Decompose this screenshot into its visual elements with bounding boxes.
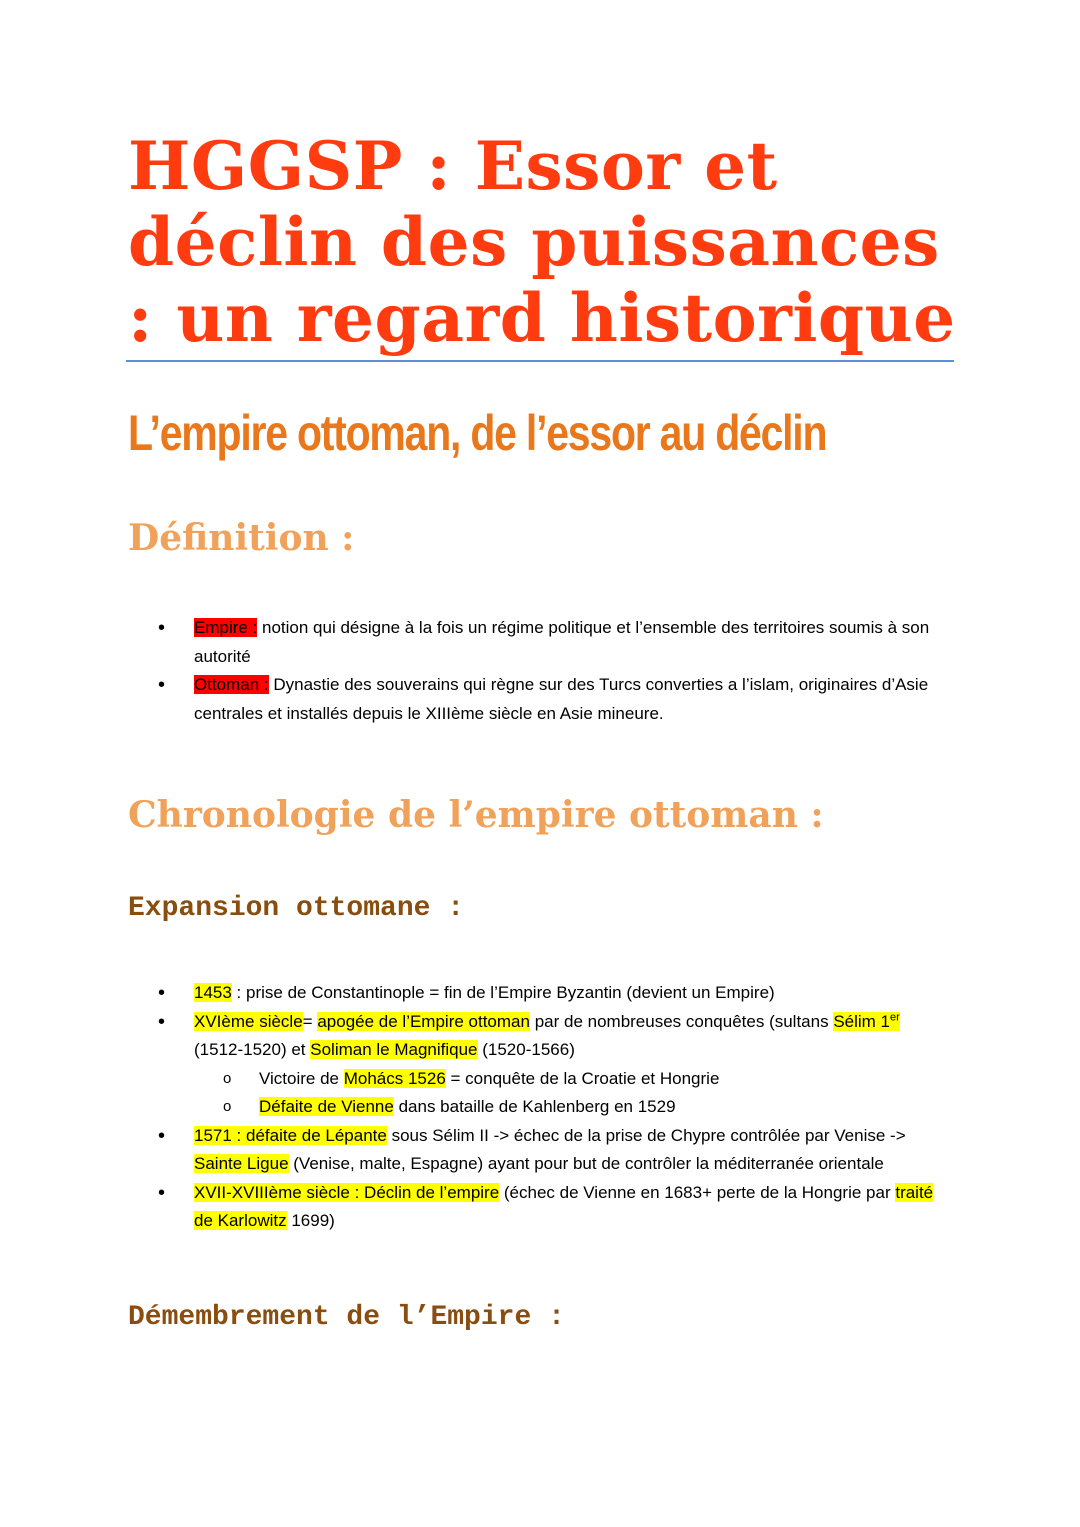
term-empire: Empire : bbox=[194, 618, 258, 637]
item-text: = bbox=[302, 1011, 318, 1031]
sub-list-item bbox=[194, 1093, 948, 1122]
highlight: Soliman le Magnifique bbox=[310, 1040, 478, 1059]
item-text: (1520-1566) bbox=[477, 1040, 575, 1059]
item-text: (Venise, malte, Espagne) ayant pour but de contrôler la méditerranée orientale bbox=[288, 1154, 884, 1173]
bullet-icon: • bbox=[158, 982, 166, 1004]
definition-heading: Définition : bbox=[128, 517, 355, 559]
highlight: traité de Karlowitz bbox=[194, 1182, 934, 1230]
title-underline bbox=[126, 360, 954, 362]
chronologie-heading: Chronologie de l’empire ottoman : bbox=[128, 794, 824, 836]
expansion-heading: Expansion ottomane : bbox=[128, 893, 465, 924]
bullet-icon: • bbox=[158, 1010, 166, 1033]
circle-bullet-icon: o bbox=[223, 1098, 232, 1115]
section-title: L’empire ottoman, de l’essor au déclin bbox=[128, 405, 827, 461]
list-item bbox=[128, 1122, 948, 1179]
highlight-text: Sélim 1 bbox=[833, 1011, 890, 1031]
highlight: 1571 : défaite de Lépante bbox=[194, 1125, 387, 1145]
highlight: 1453 bbox=[194, 983, 232, 1002]
bullet-icon: • bbox=[158, 1124, 166, 1147]
definition-list bbox=[128, 614, 948, 728]
list-item bbox=[128, 1008, 948, 1122]
definition-text: notion qui désigne à la fois un régime politique et l’ensemble des territoires soumis à son autorité bbox=[194, 618, 930, 666]
item-text: dans bataille de Kahlenberg en 1529 bbox=[393, 1097, 676, 1116]
term-ottoman: Ottoman : bbox=[194, 675, 269, 694]
item-text: sous Sélim II -> échec de la prise de Chypre contrôlée par Venise -> bbox=[386, 1125, 906, 1145]
circle-bullet-icon: o bbox=[223, 1069, 232, 1087]
list-item bbox=[128, 979, 948, 1008]
item-text: par de nombreuses conquêtes (sultans bbox=[529, 1011, 834, 1031]
bullet-icon: • bbox=[158, 674, 166, 696]
item-text: = conquête de la Croatie et Hongrie bbox=[445, 1068, 720, 1088]
definition-text: Dynastie des souverains qui règne sur des Turcs converties a l’islam, originaires d’Asie centrales et installés depuis le XIIIème siècle en Asie mineure. bbox=[194, 675, 929, 723]
demembrement-heading: Démembrement de l’Empire : bbox=[128, 1302, 565, 1333]
sub-list bbox=[194, 1065, 948, 1122]
list-item bbox=[128, 671, 948, 728]
item-text: : prise de Constantinople = fin de l’Empire Byzantin (devient un Empire) bbox=[231, 983, 775, 1002]
highlight: XVIème siècle bbox=[194, 1011, 303, 1031]
expansion-list bbox=[128, 979, 948, 1236]
highlight bbox=[833, 1012, 899, 1031]
item-text: Victoire de bbox=[259, 1068, 344, 1088]
bullet-icon: • bbox=[158, 617, 166, 639]
highlight: Défaite de Vienne bbox=[259, 1097, 394, 1116]
superscript: er bbox=[890, 1010, 900, 1023]
bullet-icon: • bbox=[158, 1181, 166, 1204]
list-item bbox=[128, 614, 948, 671]
item-text: (échec de Vienne en 1683+ perte de la Hongrie par bbox=[499, 1182, 896, 1202]
page-title: HGGSP : Essor et déclin des puissances : un regard historique bbox=[128, 127, 956, 357]
item-text: (1512-1520) et bbox=[194, 1040, 311, 1059]
sub-list-item bbox=[194, 1065, 948, 1094]
highlight: Mohács 1526 bbox=[343, 1068, 446, 1088]
item-text: 1699) bbox=[286, 1211, 335, 1230]
highlight: Sainte Ligue bbox=[194, 1154, 289, 1173]
highlight: apogée de l’Empire ottoman bbox=[317, 1011, 530, 1031]
list-item bbox=[128, 1179, 948, 1236]
highlight: XVII-XVIIIème siècle : Déclin de l’empire bbox=[194, 1182, 500, 1202]
